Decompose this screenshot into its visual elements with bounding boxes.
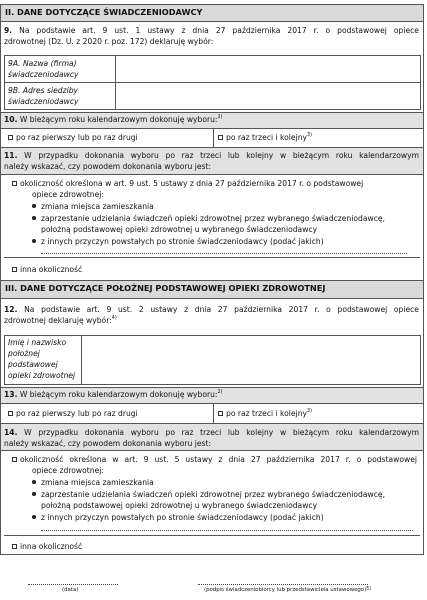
field-9a-label-2: świadczeniodawcy <box>8 70 79 79</box>
field-12-label-4: opieki zdrowotnej <box>8 371 76 380</box>
q11-bullet-3 <box>32 237 324 248</box>
bullet-icon <box>32 515 36 519</box>
q13-option-first-second[interactable] <box>8 409 138 420</box>
field-9b-label-1: 9B. Adres siedziby <box>8 86 79 95</box>
q11-option-1-text-2: opiece zdrowotnej: <box>32 190 104 199</box>
q9-number: 9. <box>4 26 13 35</box>
q14-bullet-2-text-2: położną podstawowej opieki zdrowotnej u wybranego świadczeniodawcy <box>41 501 318 510</box>
q11-text-1: W przypadku dokonania wyboru po raz trzeci lub kolejny w bieżącym roku kalendarzowym <box>24 151 419 160</box>
checkbox-icon[interactable] <box>8 135 13 140</box>
field-9a-input[interactable] <box>115 55 421 83</box>
q13-option-2-label: po raz trzeci i kolejny <box>226 409 308 418</box>
q11-bullet-1-text: zmiana miejsca zamieszkania <box>41 202 154 211</box>
q12-text-2: zdrowotnej deklaruję wybór: <box>4 316 112 325</box>
q11-option-1-line-1[interactable] <box>12 179 363 190</box>
signature-footnote: 5) <box>366 587 372 592</box>
q11-line-1 <box>4 151 419 162</box>
q10-text: W bieżącym roku kalendarzowym dokonuję wyboru: <box>19 115 218 124</box>
q12-text-1: Na podstawie art. 9 ust. 2 ustawy z dnia 27 października 2017 r. o podstawowej opiece <box>24 305 419 314</box>
q13-number: 13. <box>4 390 18 399</box>
q10-footnote: 2) <box>217 115 223 120</box>
section-2-title: II. DANE DOTYCZĄCE ŚWIADCZENIODAWCY <box>5 7 203 17</box>
q13-option-1-label: po raz pierwszy lub po raz drugi <box>16 409 138 418</box>
q11-bullet-3-text: z innych przyczyn powstałych po stronie świadczeniodawcy (podać jakich) <box>41 237 324 246</box>
date-label: (data) <box>62 587 79 593</box>
q14-option-1-line-1[interactable] <box>12 455 417 466</box>
q11-option-2-text: inna okoliczność <box>20 265 83 274</box>
signature-label <box>204 587 371 594</box>
q14-bullet-3 <box>32 513 324 524</box>
checkbox-icon[interactable] <box>12 267 17 272</box>
q12-footnote: 4) <box>111 316 117 321</box>
signature-label-text: (podpis świadczeniobiorcy lub przedstawiciela ustawowego) <box>204 587 367 593</box>
q14-option-1-text-1: okoliczność określona w art. 9 ust. 5 ustawy z dnia 27 października 2017 r. o podstawowej <box>20 455 417 464</box>
q14-option-2-text: inna okoliczność <box>20 542 83 551</box>
q11-bullet-2 <box>32 214 385 225</box>
q14-other-reasons-line[interactable] <box>41 530 413 531</box>
bullet-icon <box>32 239 36 243</box>
q14-bullet-2-text-1: zaprzestanie udzielania świadczeń opieki zdrowotnej przez wybranego świadczeniodawcę, <box>41 490 385 499</box>
q14-option-1-text-2: opiece zdrowotnej: <box>32 466 104 475</box>
bullet-icon <box>32 492 36 496</box>
q11-separator <box>4 257 420 258</box>
q10-option-2-footnote: 3) <box>307 133 312 138</box>
q14-bullet-2 <box>32 490 385 501</box>
q14-option-2[interactable] <box>12 542 82 553</box>
q10-question <box>4 115 222 126</box>
q9-line-1 <box>4 26 419 37</box>
q14-bullet-1-text: zmiana miejsca zamieszkania <box>41 478 154 487</box>
q10-option-third-more[interactable] <box>218 133 312 144</box>
q14-text-2: należy wskazać, czy powodem dokonania wyboru jest: <box>4 439 212 448</box>
q11-bullet-1 <box>32 202 154 213</box>
field-9a-label-1: 9A. Nazwa (firma) <box>8 59 77 68</box>
q13-question <box>4 390 222 401</box>
field-12-label-2: położnej <box>8 349 40 358</box>
q11-option-2[interactable] <box>12 265 82 276</box>
field-12-label-1: Imię i nazwisko <box>8 338 67 347</box>
q12-line-1 <box>4 305 419 316</box>
section-2-header <box>0 4 424 22</box>
q10-option-2-label: po raz trzeci i kolejny <box>226 133 308 142</box>
checkbox-icon[interactable] <box>8 411 13 416</box>
q10-number: 10. <box>4 115 18 124</box>
bullet-icon <box>32 204 36 208</box>
q14-line-1 <box>4 428 419 439</box>
field-12-label-3: podstawowej <box>8 360 58 369</box>
q13-divider <box>213 403 214 424</box>
q14-separator <box>4 535 420 536</box>
bullet-icon <box>32 480 36 484</box>
checkbox-icon[interactable] <box>218 411 223 416</box>
checkbox-icon[interactable] <box>12 457 17 462</box>
q14-number: 14. <box>4 428 18 437</box>
q13-option-2-footnote: 3) <box>307 409 312 414</box>
q11-text-2: należy wskazać, czy powodem dokonania wyboru jest: <box>4 162 212 171</box>
q10-option-first-second[interactable] <box>8 133 138 144</box>
q11-number: 11. <box>4 151 18 160</box>
q9-text-1: Na podstawie art. 9 ust. 1 ustawy z dnia 27 października 2017 r. o podstawowej opiece <box>19 26 419 35</box>
bullet-icon <box>32 216 36 220</box>
section-3-header <box>0 280 424 299</box>
field-9b-input[interactable] <box>115 82 421 110</box>
date-line[interactable] <box>28 584 118 585</box>
q13-option-third-more[interactable] <box>218 409 312 420</box>
field-12-input[interactable] <box>81 335 421 385</box>
q13-text: W bieżącym roku kalendarzowym dokonuję wyboru: <box>19 390 218 399</box>
q11-bullet-2-text-1: zaprzestanie udzielania świadczeń opieki zdrowotnej przez wybranego świadczeniodawcę, <box>41 214 385 223</box>
checkbox-icon[interactable] <box>218 135 223 140</box>
q9-text-2: zdrowotnej (Dz. U. z 2020 r. poz. 172) deklaruję wybór: <box>4 37 214 46</box>
q14-bullet-3-text: z innych przyczyn powstałych po stronie świadczeniodawcy (podać jakich) <box>41 513 324 522</box>
section-3-title: III. DANE DOTYCZĄCE POŁOŻNEJ PODSTAWOWEJ OPIEKI ZDROWOTNEJ <box>5 283 326 293</box>
q11-bullet-2-text-2: położną podstawowej opieki zdrowotnej u wybranego świadczeniodawcy <box>41 225 318 234</box>
checkbox-icon[interactable] <box>12 544 17 549</box>
q14-text-1: W przypadku dokonania wyboru po raz trzeci lub kolejny w bieżącym roku kalendarzowym <box>24 428 419 437</box>
q10-option-1-label: po raz pierwszy lub po raz drugi <box>16 133 138 142</box>
q14-bullet-1 <box>32 478 154 489</box>
q12-number: 12. <box>4 305 18 314</box>
checkbox-icon[interactable] <box>12 181 17 186</box>
q11-other-reasons-line[interactable] <box>41 253 407 254</box>
q11-option-1-text-1: okoliczność określona w art. 9 ust. 5 ustawy z dnia 27 października 2017 r. o podstawowej <box>20 179 364 188</box>
signature-line[interactable] <box>198 584 368 585</box>
field-9b-label-2: świadczeniodawcy <box>8 97 79 106</box>
q10-divider <box>213 128 214 148</box>
q12-line-2 <box>4 316 117 327</box>
q13-footnote: 2) <box>217 390 223 395</box>
